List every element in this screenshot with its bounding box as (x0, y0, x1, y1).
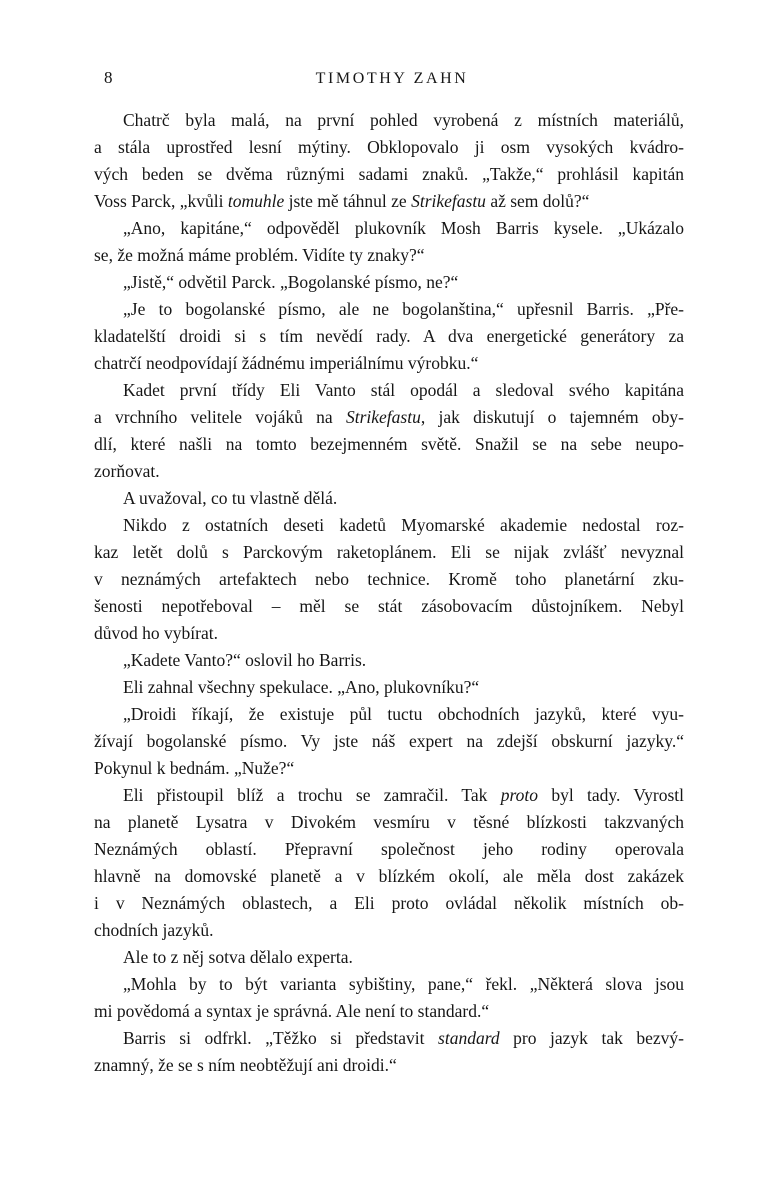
text-run: znamný, že se s ním neobtěžují ani droidi.“ (94, 1055, 397, 1075)
text-run: šenosti nepotřeboval – měl se stát zásobovacím důstojníkem. Nebyl (94, 596, 684, 616)
paragraph (94, 647, 684, 674)
text-run: žívají bogolanské písmo. Vy jste náš expert na zdejší obskurní jazyky.“ (94, 731, 684, 751)
paragraph (94, 377, 684, 485)
text-line (94, 647, 684, 674)
italic-text-run: standard (438, 1028, 500, 1048)
text-run: Chatrč byla malá, na první pohled vyrobená z místních materiálů, (123, 110, 684, 130)
text-run: Pokynul k bednám. „Nuže?“ (94, 758, 295, 778)
text-line (94, 890, 684, 917)
text-run: Kadet první třídy Eli Vanto stál opodál a sledoval svého kapitána (123, 380, 684, 400)
text-line (94, 458, 684, 485)
text-line (94, 512, 684, 539)
paragraph (94, 512, 684, 647)
italic-text-run: tomuhle (227, 191, 285, 211)
text-line (94, 917, 684, 944)
paragraph (94, 782, 684, 944)
text-run: Neznámých oblastí. Přepravní společnost jeho rodiny operovala (94, 839, 684, 859)
text-line (94, 107, 684, 134)
text-line (94, 485, 684, 512)
text-line (94, 404, 684, 431)
text-run: hlavně na domovské planetě a v blízkém okolí, ale měla dost zakázek (94, 866, 684, 886)
text-line (94, 593, 684, 620)
text-run: pro jazyk tak bezvý- (499, 1028, 684, 1048)
text-line (94, 674, 684, 701)
text-line (94, 188, 684, 215)
text-line (94, 944, 684, 971)
text-run: chodních jazyků. (94, 920, 214, 940)
text-line (94, 161, 684, 188)
text-line (94, 134, 684, 161)
text-run: Voss Parck, „kvůli (94, 191, 228, 211)
paragraph (94, 296, 684, 377)
text-run: Ale to z něj sotva dělalo experta. (123, 947, 353, 967)
text-run: „Kadete Vanto?“ oslovil ho Barris. (123, 650, 367, 670)
text-run: „Mohla by to být varianta sybištiny, pane,“ řekl. „Některá slova jsou (123, 974, 684, 994)
text-run: „Droidi říkají, že existuje půl tuctu obchodních jazyků, které vyu- (123, 704, 684, 724)
text-line (94, 323, 684, 350)
text-line (94, 863, 684, 890)
text-line (94, 350, 684, 377)
text-run: na planetě Lysatra v Divokém vesmíru v těsné blízkosti takzvaných (94, 812, 684, 832)
text-column (94, 107, 684, 1079)
text-line (94, 566, 684, 593)
text-run: vých beden se dvěma různými sadami znaků. „Takže,“ prohlásil kapitán (94, 164, 684, 184)
paragraph (94, 971, 684, 1025)
text-line (94, 971, 684, 998)
text-run: „Jistě,“ odvětil Parck. „Bogolanské písmo, ne?“ (123, 272, 459, 292)
paragraph (94, 485, 684, 512)
text-line (94, 1025, 684, 1052)
paragraph (94, 107, 684, 215)
text-run: A uvažoval, co tu vlastně dělá. (123, 488, 338, 508)
text-run: Barris si odfrkl. „Těžko si představit (123, 1028, 439, 1048)
text-run: byl tady. Vyrostl (538, 785, 684, 805)
paragraph (94, 1025, 684, 1079)
text-line (94, 431, 684, 458)
text-run: a stála uprostřed lesní mýtiny. Obklopovalo ji osm vysokých kvádro- (94, 137, 684, 157)
text-line (94, 809, 684, 836)
text-line (94, 620, 684, 647)
running-header: TIMOTHY ZAHN (315, 70, 469, 87)
text-run: mi povědomá a syntax je správná. Ale není to standard.“ (94, 1001, 490, 1021)
text-line (94, 998, 684, 1025)
text-run: v neznámých artefaktech nebo technice. Kromě toho planetární zku- (94, 569, 684, 589)
italic-text-run: Strikefastu (345, 407, 421, 427)
text-run: „Je to bogolanské písmo, ale ne bogolanština,“ upřesnil Barris. „Pře- (123, 299, 684, 319)
text-run: Nikdo z ostatních deseti kadetů Myomarské akademie nedostal roz- (123, 515, 684, 535)
text-run: důvod ho vybírat. (94, 623, 218, 643)
paragraph (94, 215, 684, 269)
text-run: až sem dolů?“ (485, 191, 590, 211)
text-run: kaz letět dolů s Parckovým raketoplánem. Eli se nijak zvlášť nevyznal (94, 542, 684, 562)
paragraph (94, 269, 684, 296)
italic-text-run: proto (500, 785, 539, 805)
text-line (94, 269, 684, 296)
text-run: a vrchního velitele vojáků na (94, 407, 346, 427)
text-line (94, 1052, 684, 1079)
text-line (94, 782, 684, 809)
text-line (94, 539, 684, 566)
text-line (94, 242, 684, 269)
text-line (94, 215, 684, 242)
text-run: i v Neznámých oblastech, a Eli proto ovládal několik místních ob- (94, 893, 684, 913)
text-line (94, 377, 684, 404)
text-run: dlí, které našli na tomto bezejmenném světě. Snažil se na sebe neupo- (94, 434, 684, 454)
text-line (94, 755, 684, 782)
text-run: „Ano, kapitáne,“ odpověděl plukovník Mosh Barris kysele. „Ukázalo (123, 218, 684, 238)
text-line (94, 296, 684, 323)
page-number: 8 (104, 68, 113, 87)
text-line (94, 836, 684, 863)
text-line (94, 701, 684, 728)
text-run: jste mě táhnul ze (284, 191, 412, 211)
text-run: se, že možná máme problém. Vidíte ty znaky?“ (94, 245, 425, 265)
text-run: , jak diskutují o tajemném oby- (420, 407, 685, 427)
text-run: Eli zahnal všechny spekulace. „Ano, plukovníku?“ (123, 677, 480, 697)
text-line (94, 728, 684, 755)
text-run: chatrčí neodpovídají žádnému imperiálnímu výrobku.“ (94, 353, 479, 373)
paragraph (94, 944, 684, 971)
text-run: kladatelští droidi si s tím nevědí rady. A dva energetické generátory za (94, 326, 684, 346)
italic-text-run: Strikefastu (411, 191, 486, 211)
text-run: Eli přistoupil blíž a trochu se zamračil. Tak (123, 785, 501, 805)
paragraph (94, 701, 684, 782)
text-run: zorňovat. (94, 461, 160, 481)
paragraph (94, 674, 684, 701)
